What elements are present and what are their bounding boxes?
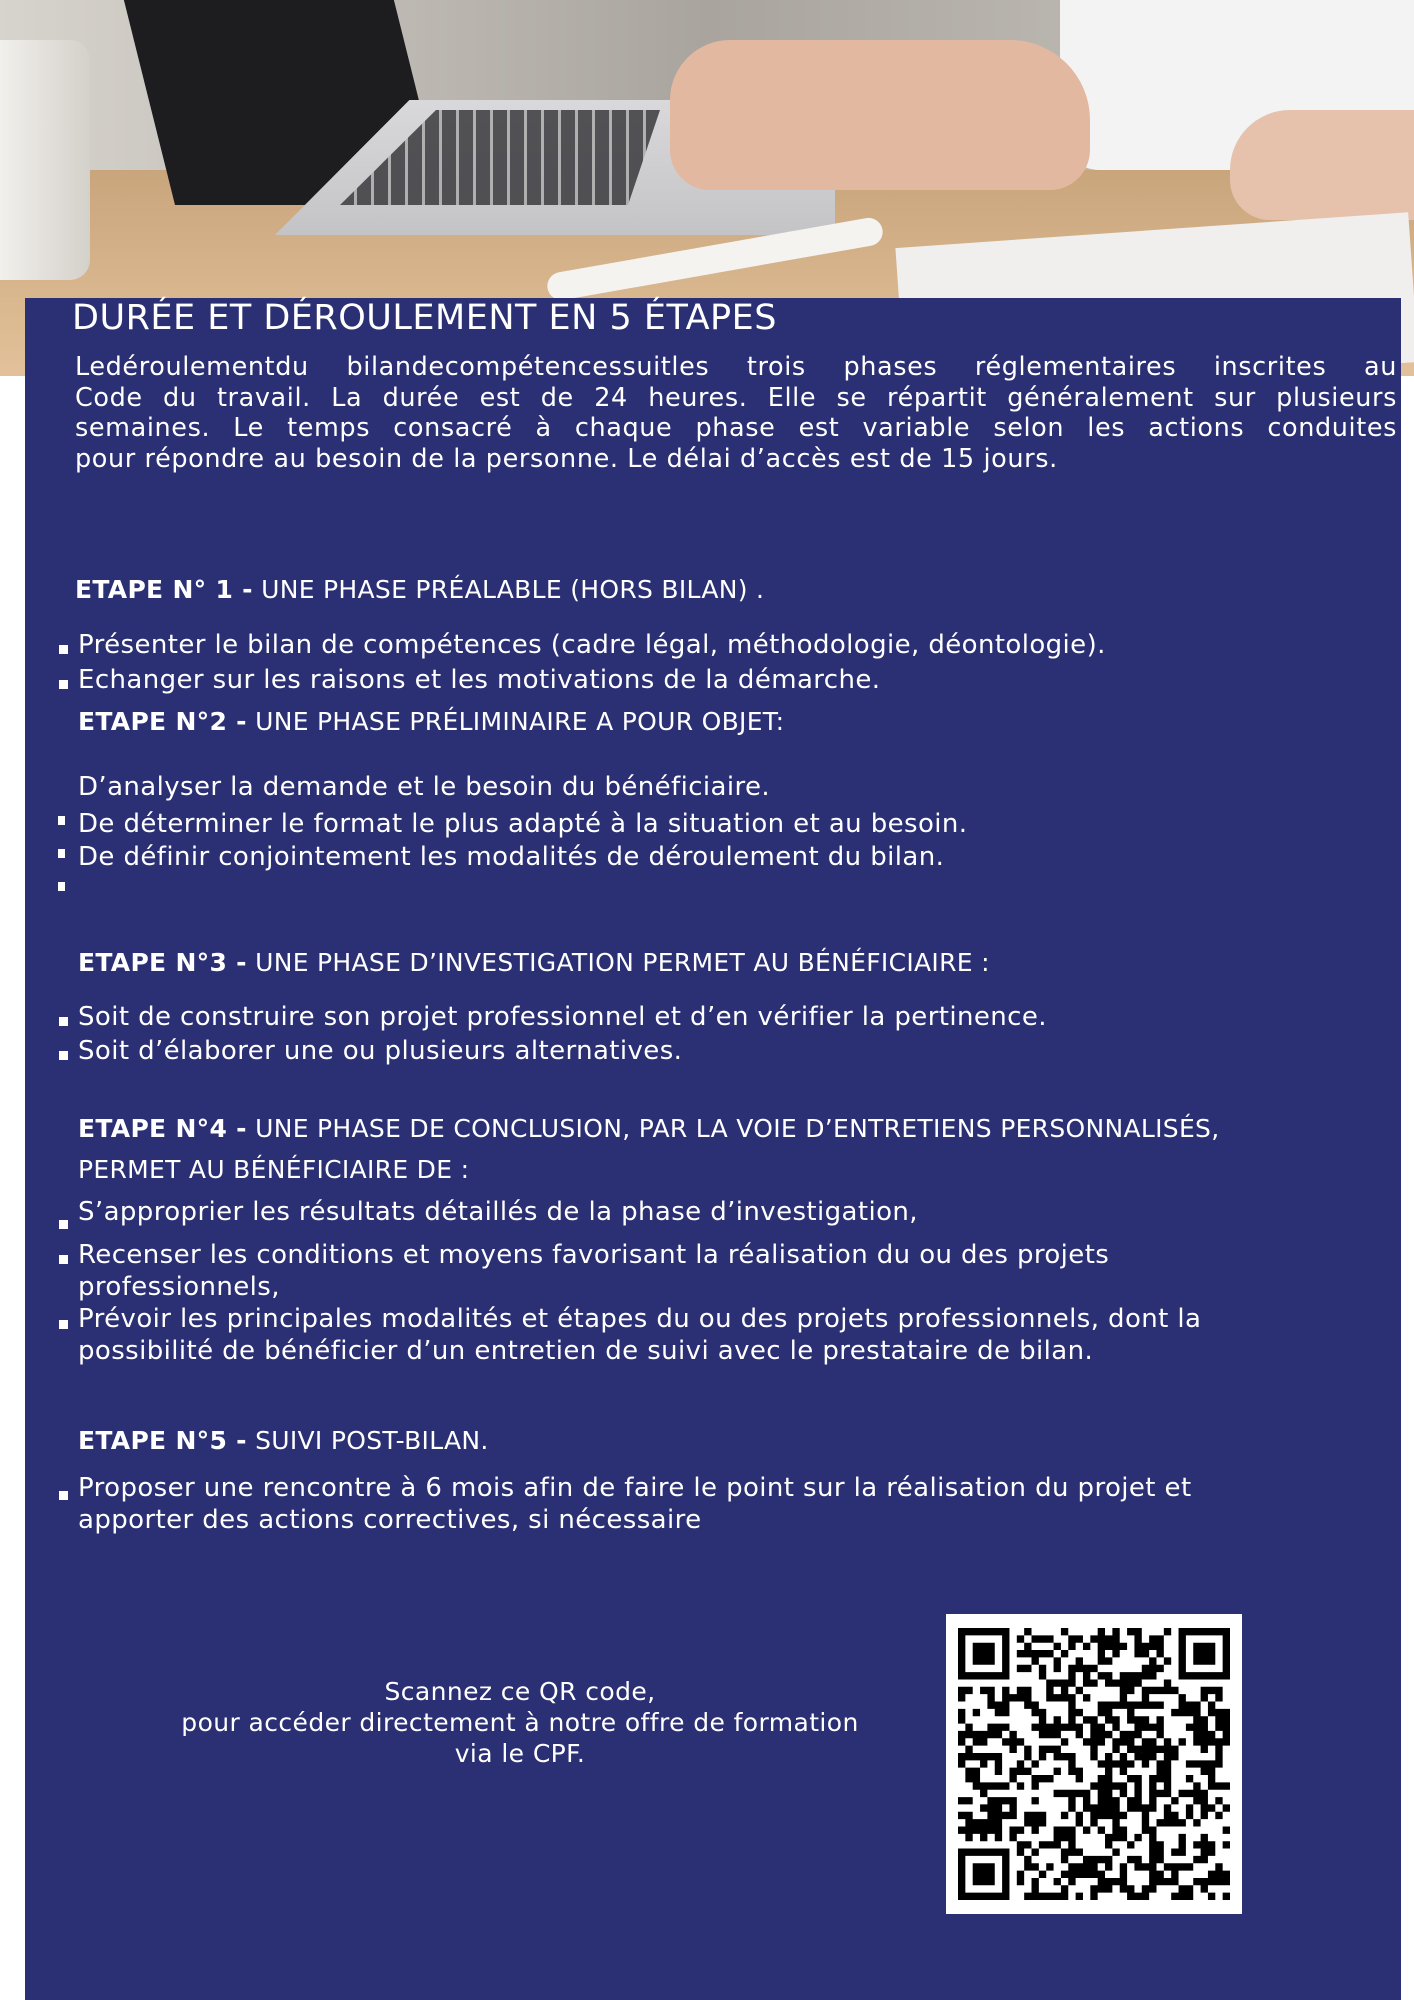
list-item: possibilité de bénéficier d’un entretien de suivi avec le prestataire de bilan. [78,1336,1094,1366]
bullet-icon [59,680,68,689]
bullet-icon [58,849,65,858]
bullet-icon [59,1220,68,1229]
intro-line: pour répondre au besoin de la personne. Le délai d’accès est de 15 jours. [75,443,1058,474]
step-1-heading: ETAPE N° 1 - UNE PHASE PRÉALABLE (HORS BILAN) . [75,575,765,604]
list-item: S’approprier les résultats détaillés de la phase d’investigation, [78,1197,918,1227]
step-4-heading: ETAPE N°4 - UNE PHASE DE CONCLUSION, PAR LA VOIE D’ENTRETIENS PERSONNALISÉS, [78,1114,1220,1143]
page-title: DURÉE ET DÉROULEMENT EN 5 ÉTAPES [72,298,777,338]
qr-code-pattern [958,1628,1230,1900]
list-item: Proposer une rencontre à 6 mois afin de faire le point sur la réalisation du projet et [78,1473,1192,1503]
intro-paragraph [75,352,1397,474]
intro-line: semaines. Le temps consacré à chaque phase est variable selon les actions conduites [75,413,1397,443]
bullet-icon [59,1017,68,1026]
qr-modules [958,1628,1230,1900]
bullet-icon [59,1491,68,1500]
list-item: Recenser les conditions et moyens favorisant la réalisation du ou des projets [78,1240,1110,1270]
list-item: D’analyser la demande et le besoin du bénéficiaire. [78,772,771,802]
qr-code[interactable] [946,1614,1242,1914]
step-3-heading: ETAPE N°3 - UNE PHASE D’INVESTIGATION PERMET AU BÉNÉFICIAIRE : [78,948,990,977]
list-item: De déterminer le format le plus adapté à la situation et au besoin. [78,809,968,839]
bullet-icon [59,645,68,654]
step-2-heading: ETAPE N°2 - UNE PHASE PRÉLIMINAIRE A POUR OBJET: [78,707,785,736]
qr-caption-line: via le CPF. [454,1739,586,1768]
qr-caption-line: pour accéder directement à notre offre de formation [181,1708,859,1737]
bullet-icon [58,816,65,825]
list-item: Prévoir les principales modalités et étapes du ou des projets professionnels, dont la [78,1304,1202,1334]
bullet-icon [59,1320,68,1329]
bullet-icon [58,882,65,891]
list-item: De définir conjointement les modalités de déroulement du bilan. [78,842,945,872]
qr-caption [0,1676,1040,1769]
list-item: Echanger sur les raisons et les motivations de la démarche. [78,665,881,695]
list-item: Soit de construire son projet professionnel et d’en vérifier la pertinence. [78,1002,1047,1032]
list-item: Présenter le bilan de compétences (cadre légal, méthodologie, déontologie). [78,630,1106,660]
list-item: Soit d’élaborer une ou plusieurs alternatives. [78,1036,683,1066]
step-4-heading-cont: PERMET AU BÉNÉFICIAIRE DE : [78,1155,470,1184]
list-item: professionnels, [78,1272,280,1302]
bullet-icon [59,1051,68,1060]
step-5-heading: ETAPE N°5 - SUIVI POST-BILAN. [78,1426,489,1455]
intro-line: Code du travail. La durée est de 24 heures. Elle se répartit généralement sur plusieurs [75,382,1397,413]
bullet-icon [59,1255,68,1264]
intro-line: Ledéroulementdu bilandecompétencessuitles trois phases réglementaires inscrites au [75,352,1397,382]
list-item: apporter des actions correctives, si nécessaire [78,1505,702,1535]
qr-caption-line: Scannez ce QR code, [384,1677,656,1706]
